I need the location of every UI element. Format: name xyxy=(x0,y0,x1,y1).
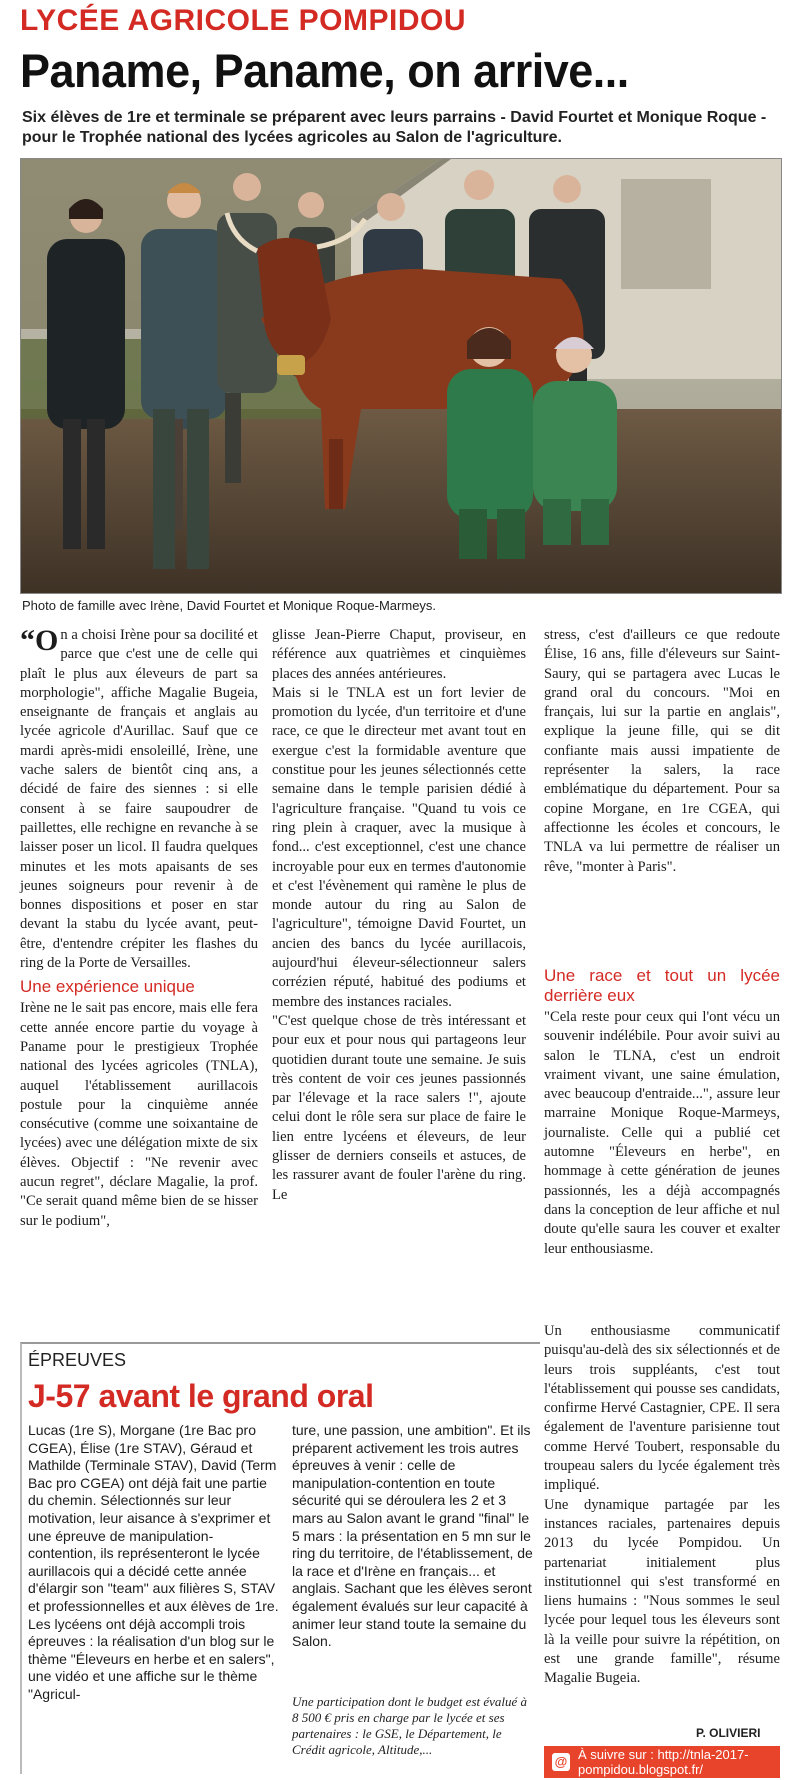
box-title: J-57 avant le grand oral xyxy=(28,1378,374,1414)
section-kicker: LYCÉE AGRICOLE POMPIDOU xyxy=(20,4,467,37)
budget-note: Une participation dont le budget est évalué à 8 500 € pris en charge par le lycée et ses partenaires : le GSE, le Département, le Crédit agricole, Altitude,... xyxy=(292,1694,528,1757)
paragraph: Un enthousiasme communicatif puisqu'au-delà des six sélectionnés et de leurs trois suppléants, c'est tout l'établissement qui pousse ses candidats, confirme Hervé Castagnier, CPE. Il sera également de l'aventure parisienne tout comme Hervé Toubert, responsable du troupeau salers du lycée également très impliqué. xyxy=(544,1323,780,1494)
box-column-2: ture, une passion, une ambition". Et ils préparent activement les trois autres épreuves à venir : celle de manipulation-contention en toute sécurité qui se déroulera les 2 et 3 mars au Salon avant le grand "final" le 5 mars : la présentation en 5 mn sur le ring du territoire, de l'établissement, de la race et d'Irène en français... et anglais. Sachant que les élèves seront également évalués sur leur capacité à animer leur stand toute la semaine du Salon. xyxy=(292,1422,533,1650)
paragraph: Mais si le TNLA est un fort levier de promotion du lycée, d'un territoire et d'une race, ce que le directeur met avant tout en exergue c'est la formidable aventure que constitue pour les jeunes sélectionnés cette semaine dans le temple parisien dédié à l'agriculture française. "Quand tu vois ce ring plein à craquer, avec la musique à fond... c'est exceptionnel, c'est une chance incroyable pour eux en termes d'autonomie et c'est l'évènement qui ramène le plus de monde autour du ring au Salon de l'agriculture", témoigne David Fourtet, un ancien des bancs du lycée aurillacois, aujourd'hui éleveur-sélectionneur salers corrézien réputé, habitué des podiums et membre des instances raciales. xyxy=(272,684,526,1010)
group-photo xyxy=(20,158,782,594)
article-column-3-lower xyxy=(544,962,780,1259)
paragraph: Une dynamique partagée par les instances raciales, partenaires depuis 2013 du lycée Pompidou. Un partenariat initialement plus institutionnel qui s'est transformé en liens humains : "Nous sommes le seul lycée pour lequel tous les éleveurs sont là la veille pour suivre la répétition, on est une grande famille", résume Magalie Bugeia. xyxy=(544,1496,780,1687)
author-signature: P. OLIVIERI xyxy=(696,1726,761,1740)
article-column-3-bottom xyxy=(544,1322,780,1689)
paragraph: Irène ne le sait pas encore, mais elle fera cette année encore partie du voyage à Paname pour le prestigieux Trophée national des lycées agricoles (TNLA), auquel l'établissement aurillacois postule pour la cinquième année consécutive (comme une soixantaine de lycées) avec une délégation mixte de six élèves. Objectif : "Ne revenir avec aucun regret", déclare Magalie, la prof. "Ce serait quand même bien de se hisser sur le podium", xyxy=(20,1000,258,1229)
follow-link-text[interactable]: À suivre sur : http://tnla-2017-pompidou.blogspot.fr/ xyxy=(578,1747,749,1777)
drop-quote: “O xyxy=(20,624,59,657)
photo-illustration xyxy=(21,159,781,593)
box-kicker: ÉPREUVES xyxy=(28,1350,127,1370)
headline: Paname, Paname, on arrive... xyxy=(20,44,629,98)
article-column-3 xyxy=(544,626,780,877)
sidebar-box xyxy=(20,1342,540,1774)
paragraph xyxy=(20,626,258,973)
paragraph: glisse Jean-Pierre Chaput, proviseur, en référence aux quatrièmes et cinquièmes places des années antérieures. xyxy=(272,627,526,682)
at-icon: @ xyxy=(552,1753,570,1771)
article-column-1 xyxy=(20,626,258,1231)
article-column-2 xyxy=(272,626,526,1205)
lead-text: n a choisi Irène pour sa docilité et parce que c'est une de celle qui plaît le plus aux éleveurs de part sa morphologie", affiche Magalie Bugeia, enseignante de français et anglais au lycée agricole d'Aurillac. Sauf que ce mardi après-midi ensoleillé, Irène, une vache salers de bientôt cinq ans, a décidé de faire des siennes : si elle consent à se faire saupoudrer de paillettes, elle rechigne en revanche à se laisser poser un licol. Il faudra quelques minutes et les mots apaisants de ses jeunes soigneurs pour revenir à de bonnes dispositions et poser en star devant la stabu du lycée avant, peut-être, d'entendre crépiter les flashes du ring de la Porte de Versailles. xyxy=(20,627,258,972)
subhead: Une race et tout un lycée derrière eux xyxy=(544,966,780,1005)
paragraph: stress, c'est d'ailleurs ce que redoute Élise, 16 ans, fille d'éleveurs sur Saint-Saury, qui se partagera avec Lucas le grand oral du concours. "Moi en français, lui sur la partie en anglais", explique la jeune fille, qui se dit confiante mais aussi impatiente de représenter la salers, la race emblématique du département. Pour sa copine Morgane, en 1re CGEA, qui affectionne les écoles et concours, le TNLA va lui permettre de réaliser un rêve, "monter à Paris". xyxy=(544,627,780,875)
subhead: Une expérience unique xyxy=(20,977,195,997)
box-column-1: Lucas (1re S), Morgane (1re Bac pro CGEA), Élise (1re STAV), Géraud et Mathilde (Terminale STAV), David (Term Bac pro CGEA) ont déjà fait une partie du chemin. Sélectionnés sur leur motivation, leur aisance à s'exprimer et une épreuve de manipulation-contention, ils représenteront le lycée aurillacois qui a décidé cette année d'élargir son "team" aux filières S, STAV et professionnelles et aux élèves de 1re. Les lycéens ont déjà accompli trois épreuves : la réalisation d'un blog sur le thème "Éleveurs en herbe et en salers", une vidéo et une affiche sur le thème "Agricul- xyxy=(28,1422,279,1702)
paragraph: "Cela reste pour ceux qui l'ont vécu un souvenir indélébile. Pour avoir suivi au salon le TLNA, c'est un endroit vraiment vivant, une saine émulation, avec beaucoup d'entraide...", assure leur marraine Monique Roque-Marmeys, journaliste. Celle qui a publié cet automne "Éleveurs en herbe", en hommage à cette génération de jeunes passionnés, les a déjà accompagnés dans la conception de leur affiche et nul doute qu'elle saura les couver et exalter leur enthousiasme. xyxy=(544,1009,780,1257)
photo-caption: Photo de famille avec Irène, David Fourtet et Monique Roque-Marmeys. xyxy=(22,598,437,613)
standfirst: Six élèves de 1re et terminale se préparent avec leurs parrains - David Fourtet et Monique Roque - pour le Trophée national des lycées agricoles au Salon de l'agriculture. xyxy=(22,109,767,146)
paragraph: "C'est quelque chose de très intéressant et pour eux et pour nous qui partageons leur quotidien durant toute une semaine. Je suis très content de voir ces jeunes passionnés par l'élevage et la race salers !", ajoute celui dont le rôle sera sur place de faire le lien entre lycéens et éleveurs, de leur glisser de derniers conseils et astuces, de les rassurer avant de fouler l'arène du ring. Le xyxy=(272,1012,526,1203)
follow-link-box[interactable] xyxy=(544,1746,780,1778)
